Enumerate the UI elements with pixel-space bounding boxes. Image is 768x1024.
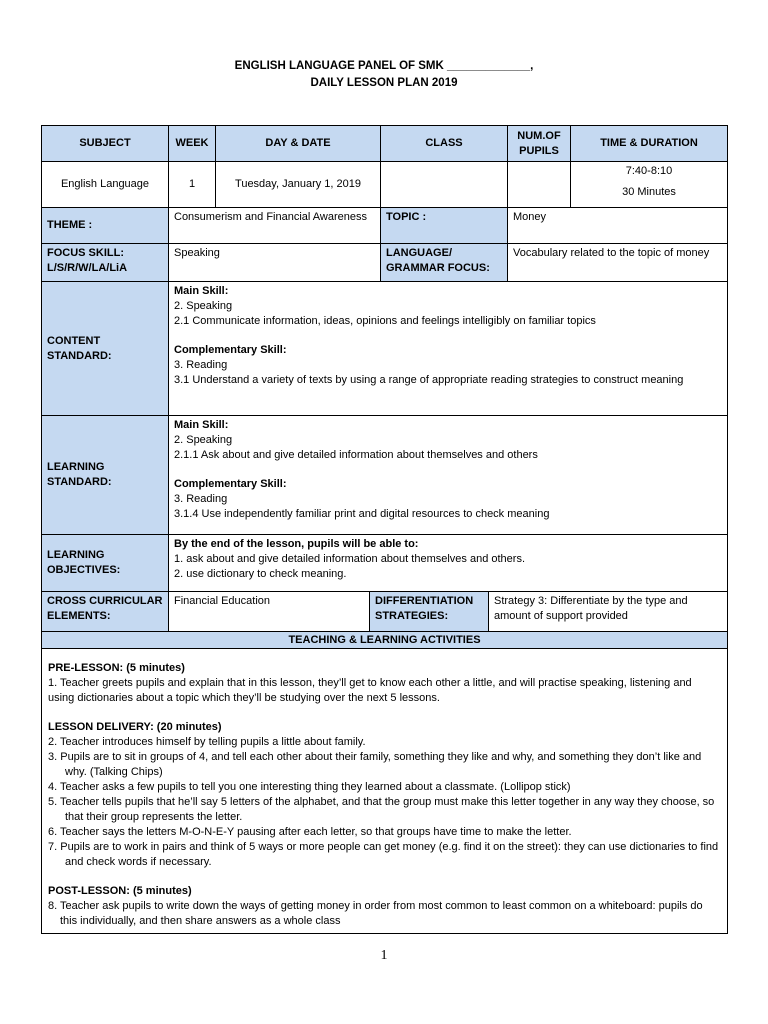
content-comp-skill: 3. Reading	[174, 359, 228, 371]
objective-item-2: 2. use dictionary to check meaning.	[174, 568, 347, 580]
delivery-item-5: 5. Teacher tells pupils that he’ll say 5 letters of the alphabet, and that the group must make this letter together in any way they choose, so that their group represents the letter.	[48, 796, 715, 823]
week-value: 1	[168, 161, 216, 208]
language-focus-label	[380, 243, 508, 282]
focus-skill-label-line1: FOCUS SKILL:	[47, 247, 124, 259]
subject-value: English Language	[41, 161, 169, 208]
delivery-item-2: 2. Teacher introduces himself by telling pupils a little about family.	[48, 736, 366, 748]
learning-main-skill: 2. Speaking	[174, 434, 233, 446]
page-number: 1	[380, 948, 388, 963]
cross-curricular-label-line2: ELEMENTS:	[47, 610, 111, 622]
content-comp-heading: Complementary Skill:	[174, 344, 287, 356]
learning-standard-label	[41, 415, 169, 535]
document-title-line2: DAILY LESSON PLAN 2019	[310, 77, 458, 89]
content-standard-label-line1: CONTENT	[47, 334, 101, 347]
pre-lesson-heading: PRE-LESSON: (5 minutes)	[48, 662, 185, 674]
differentiation-value: Strategy 3: Differentiate by the type and amount of support provided	[488, 591, 728, 632]
topic-value: Money	[507, 207, 728, 244]
learning-standard-body	[168, 415, 728, 535]
learning-main-heading: Main Skill:	[174, 419, 229, 431]
activities-title: TEACHING & LEARNING ACTIVITIES	[41, 631, 728, 649]
header-time-duration: TIME & DURATION	[570, 125, 728, 162]
content-main-item: 2.1 Communicate information, ideas, opinions and feelings intelligibly on familiar topics	[174, 315, 596, 327]
document-title-line1: ENGLISH LANGUAGE PANEL OF SMK _____________,	[234, 60, 534, 72]
activities-body	[41, 648, 728, 934]
content-standard-label-line2: STANDARD:	[47, 349, 112, 362]
content-main-skill: 2. Speaking	[174, 300, 233, 312]
focus-skill-label-line2: L/S/R/W/LA/LiA	[47, 262, 128, 274]
content-standard-body	[168, 281, 728, 416]
differentiation-label-line1: DIFFERENTIATION	[375, 595, 474, 607]
post-lesson-heading: POST-LESSON: (5 minutes)	[48, 885, 192, 897]
theme-label: THEME :	[41, 207, 169, 244]
focus-skill-label	[41, 243, 169, 282]
content-comp-item: 3.1 Understand a variety of texts by using a range of appropriate reading strategies to construct meaning	[174, 374, 684, 386]
learning-comp-skill: 3. Reading	[174, 493, 228, 505]
objectives-intro: By the end of the lesson, pupils will be able to:	[174, 538, 419, 550]
learning-comp-item: 3.1.4 Use independently familiar print and digital resources to check meaning	[174, 508, 550, 520]
cross-curricular-label-line1: CROSS CURRICULAR	[47, 595, 163, 607]
differentiation-label-line2: STRATEGIES:	[375, 610, 449, 622]
language-focus-label-line1: LANGUAGE/	[386, 247, 452, 259]
time-value: 7:40-8:10	[625, 165, 673, 177]
cross-curricular-value: Financial Education	[168, 591, 370, 632]
header-class: CLASS	[380, 125, 508, 162]
pre-lesson-item-1: 1. Teacher greets pupils and explain that in this lesson, they’ll get to know each other a little, and will practise speaking, listening and using dictionaries about a topic which they’ll be studying over the next 5 lessons.	[48, 677, 692, 704]
class-value	[380, 161, 508, 208]
learning-main-item: 2.1.1 Ask about and give detailed information about themselves and others	[174, 449, 538, 461]
learning-comp-heading: Complementary Skill:	[174, 478, 287, 490]
differentiation-label	[369, 591, 489, 632]
objectives-label	[41, 534, 169, 592]
objectives-body	[168, 534, 728, 592]
duration-value: 30 Minutes	[622, 186, 676, 198]
objectives-label-line1: LEARNING	[47, 549, 105, 561]
delivery-item-4: 4. Teacher asks a few pupils to tell you one interesting thing they learned about a classmate. (Lollipop stick)	[48, 781, 571, 793]
post-lesson-item-8: 8. Teacher ask pupils to write down the ways of getting money in order from most common to least common on a whiteboard: pupils do this individually, and then share answers as a whole class	[48, 900, 703, 927]
delivery-item-6: 6. Teacher says the letters M-O-N-E-Y pausing after each letter, so that groups have time to make the letter.	[48, 826, 572, 838]
objectives-label-line2: OBJECTIVES:	[47, 564, 121, 576]
delivery-item-7: 7. Pupils are to work in pairs and think of 5 ways or more people can get money (e.g. find it on the street): they can use dictionaries to find and check words if necessary.	[48, 841, 719, 868]
topic-label: TOPIC :	[380, 207, 508, 244]
language-focus-value: Vocabulary related to the topic of money	[507, 243, 728, 282]
time-duration-cell	[570, 161, 728, 208]
header-num-pupils: NUM.OF PUPILS	[507, 125, 571, 162]
delivery-heading: LESSON DELIVERY: (20 minutes)	[48, 721, 222, 733]
language-focus-label-line2: GRAMMAR FOCUS:	[386, 262, 490, 274]
focus-skill-value: Speaking	[168, 243, 381, 282]
header-subject: SUBJECT	[41, 125, 169, 162]
header-day-date: DAY & DATE	[215, 125, 381, 162]
num-pupils-value	[507, 161, 571, 208]
content-main-heading: Main Skill:	[174, 285, 229, 297]
cross-curricular-label	[41, 591, 169, 632]
objective-item-1: 1. ask about and give detailed information about themselves and others.	[174, 553, 526, 565]
content-standard-label	[41, 281, 169, 416]
learning-standard-label-line1: LEARNING	[47, 461, 105, 473]
learning-standard-label-line2: STANDARD:	[47, 476, 112, 488]
delivery-item-3: 3. Pupils are to sit in groups of 4, and tell each other about their family, something they like and why, and something they don’t like and why. (Talking Chips)	[48, 751, 702, 778]
header-week: WEEK	[168, 125, 216, 162]
date-value: Tuesday, January 1, 2019	[215, 161, 381, 208]
theme-value: Consumerism and Financial Awareness	[168, 207, 381, 244]
